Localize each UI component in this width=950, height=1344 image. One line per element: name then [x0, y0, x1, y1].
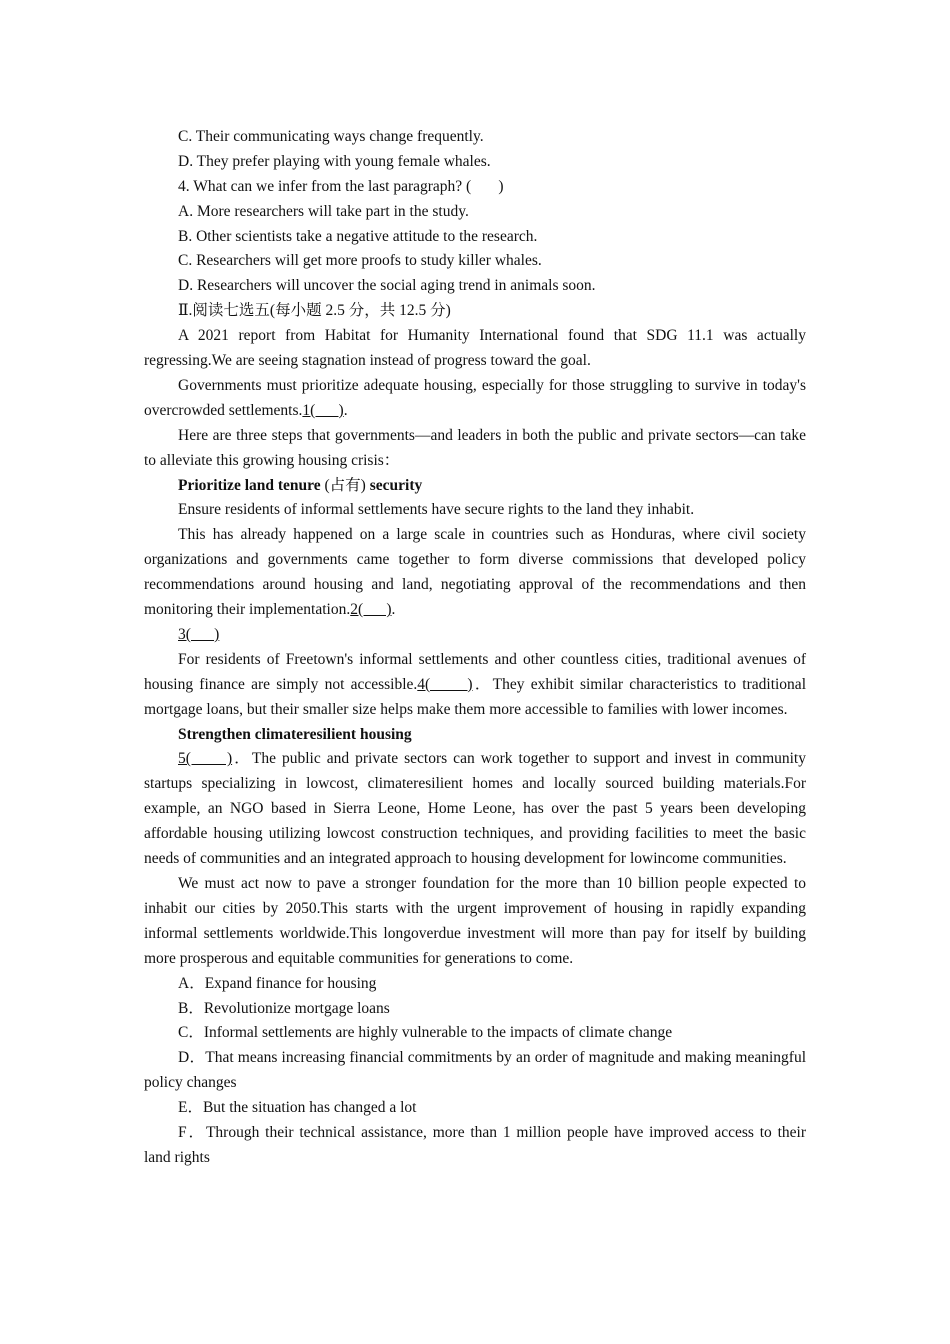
blank-3-line	[144, 623, 806, 648]
subheading-climate-housing	[144, 723, 806, 748]
paragraph-7-text: ．The public and private sectors can work together to support and invest in community startups specializing in lowcost, climateresilient homes and locally sourced building materials.For example, an NGO based in Sierra Leone, Home Leone, has over the past 5 years been developing affordable housing utilizing lowcost construction techniques, and providing facilities to meet the basic needs of communities and an integrated approach to housing development for lowincome communities.	[144, 750, 806, 868]
passage-paragraph-3: Here are three steps that governments—and leaders in both the public and private sectors—can take to alleviate this growing housing crisis：	[144, 426, 806, 469]
passage-paragraph-2	[144, 374, 806, 424]
paragraph-2-end: .	[343, 401, 348, 419]
passage-paragraph-5	[144, 523, 806, 623]
option-d: D．That means increasing financial commitments by an order of magnitude and making meaningful policy changes	[144, 1049, 806, 1092]
passage-paragraph-4: Ensure residents of informal settlements have secure rights to the land they inhabit.	[178, 501, 695, 519]
blank-4: 4( )	[417, 675, 473, 693]
paragraph-6-end: ．They exhibit similar characteristics to traditional mortgage loans, but their smaller size helps make them more accessible to families with lower incomes.	[144, 675, 806, 718]
option-e: E．But the situation has changed a lot	[178, 1099, 417, 1117]
option-c: C．Informal settlements are highly vulnerable to the impacts of climate change	[178, 1024, 673, 1042]
paragraph-5-end: .	[391, 601, 396, 619]
passage-paragraph-6	[144, 648, 806, 723]
subheading-land-tenure-c: security	[369, 476, 423, 494]
passage-paragraph-7	[144, 747, 806, 872]
q4-option-b: B. Other scientists take a negative attitude to the research.	[178, 227, 538, 245]
section-heading: Ⅱ.阅读七选五(每小题 2.5 分，共 12.5 分)	[178, 302, 451, 320]
q4-option-d: D. Researchers will uncover the social aging trend in animals soon.	[178, 277, 596, 295]
passage-paragraph-1: A 2021 report from Habitat for Humanity International found that SDG 11.1 was actually regressing.We are seeing stagnation instead of progress toward the goal.	[144, 327, 806, 370]
blank-5: 5( )	[178, 750, 233, 768]
subheading-climate-housing-text: Strengthen climateresilient housing	[178, 725, 412, 743]
subheading-land-tenure-a: Prioritize land tenure	[178, 476, 321, 494]
paragraph-5-text: This has already happened on a large scale in countries such as Honduras, where civil society organizations and governments came together to form diverse commissions that developed policy recommendations around housing and land, negotiating approval of the recommendations and then monitoring their implementation.	[144, 526, 806, 619]
q4-option-a: A. More researchers will take part in the study.	[178, 202, 469, 220]
option-a: A．Expand finance for housing	[178, 974, 377, 992]
q3-option-c: C. Their communicating ways change frequently.	[178, 128, 484, 145]
blank-3: 3( )	[178, 625, 220, 643]
q4-option-c: C. Researchers will get more proofs to study killer whales.	[178, 252, 542, 270]
option-f: F．Through their technical assistance, more than 1 million people have improved access to their land rights	[144, 1124, 806, 1166]
option-b: B．Revolutionize mortgage loans	[178, 999, 390, 1017]
subheading-land-tenure	[144, 474, 806, 499]
blank-2: 2( )	[350, 601, 392, 619]
paragraph-6-text: For residents of Freetown's informal settlements and other countless cities, traditional avenues of housing finance are simply not accessible.	[144, 650, 806, 693]
paragraph-2-text: Governments must prioritize adequate housing, especially for those struggling to survive in today's overcrowded settlements.	[144, 376, 806, 419]
q3-option-d: D. They prefer playing with young female whales.	[178, 152, 491, 170]
blank-1: 1( )	[302, 401, 344, 419]
q4-stem: 4. What can we infer from the last paragraph? ( )	[178, 177, 504, 195]
document-content	[144, 125, 806, 1171]
passage-paragraph-8: We must act now to pave a stronger foundation for the more than 10 billion people expected to inhabit our cities by 2050.This starts with the urgent improvement of housing in rapidly expanding informal settlements worldwide.This longoverdue investment will more than pay for itself by building more prosperous and equitable communities for generations to come.	[144, 875, 806, 967]
subheading-land-tenure-cn: (占有)	[324, 476, 366, 494]
